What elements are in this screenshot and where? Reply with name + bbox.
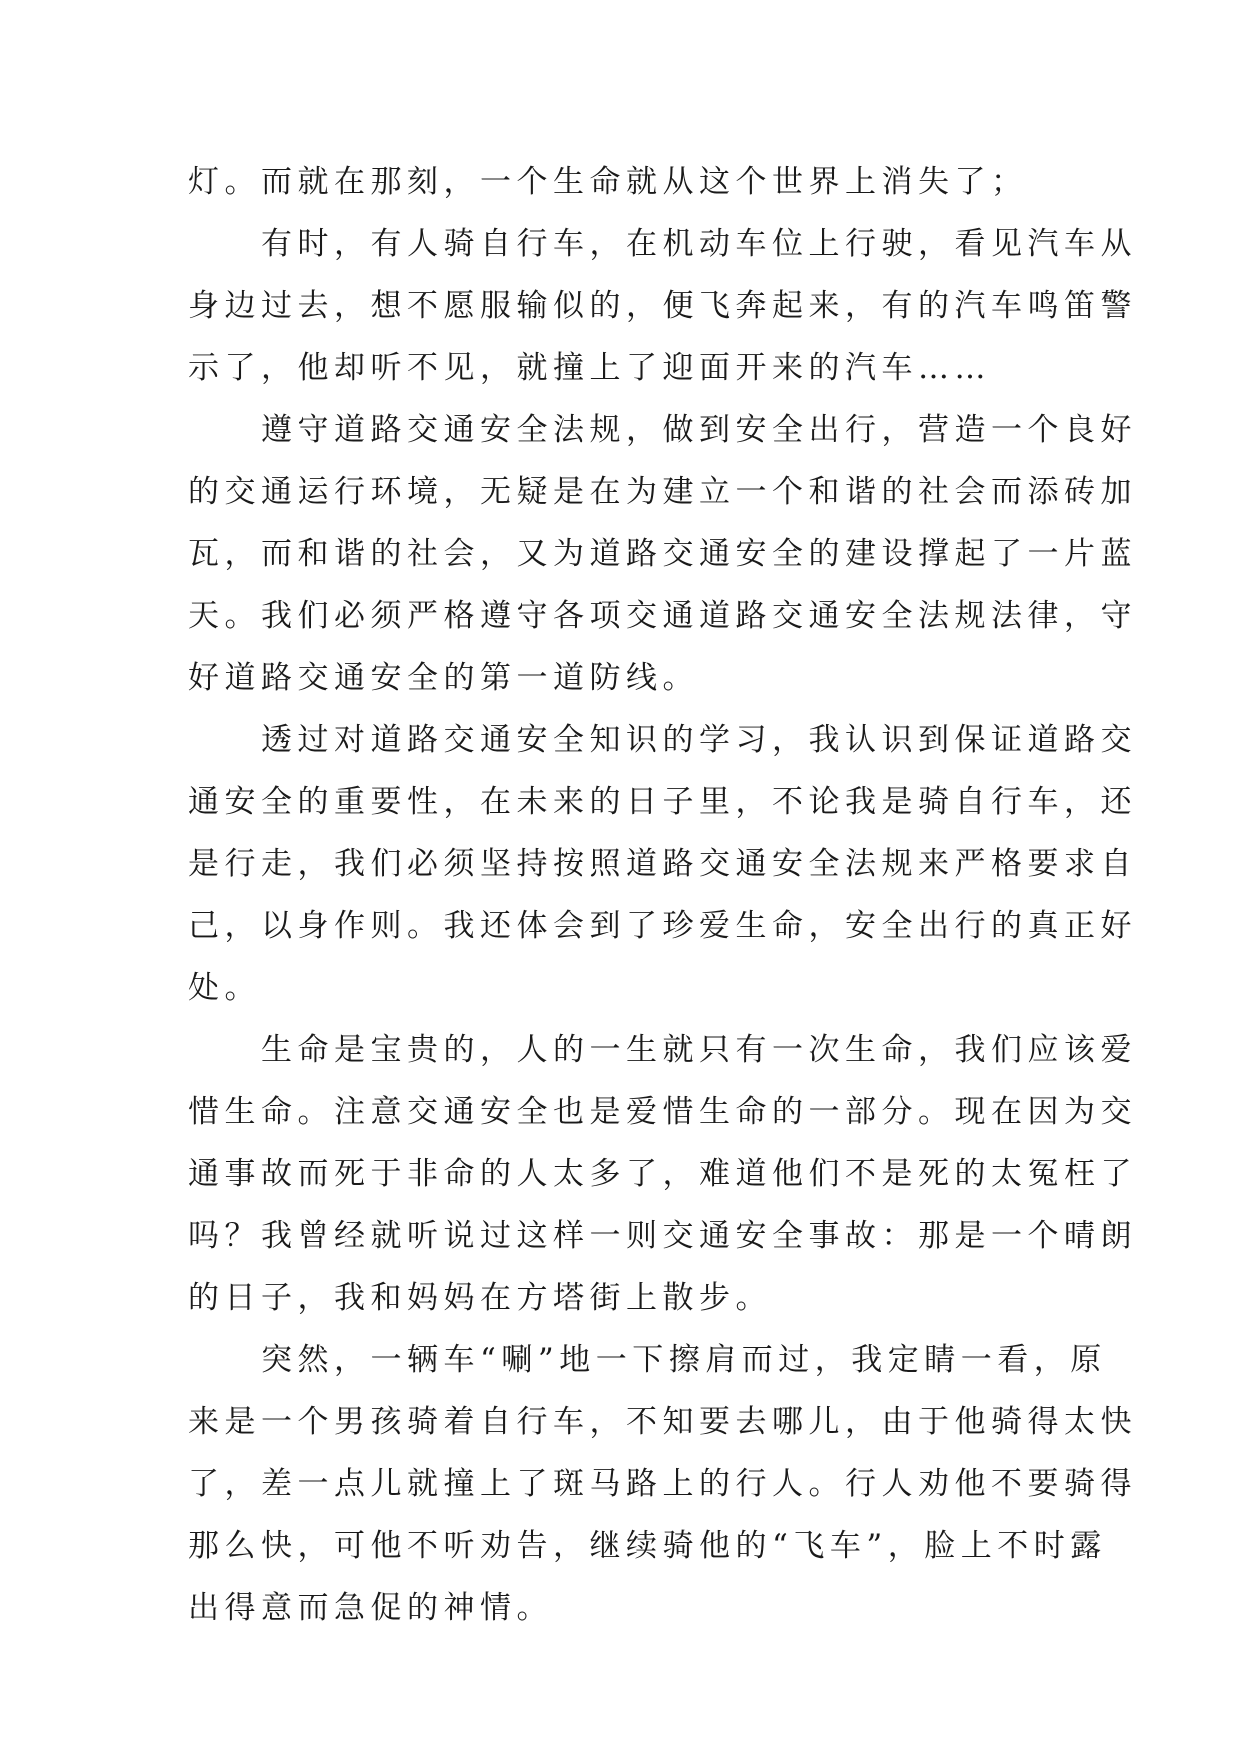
text-line: 吗？我曾经就听说过这样一则交通安全事故：那是一个晴朗	[188, 1218, 1137, 1254]
text-line: 生命是宝贵的，人的一生就只有一次生命，我们应该爱	[188, 1032, 1137, 1068]
paragraph	[188, 399, 1137, 709]
text-line: 通事故而死于非命的人太多了，难道他们不是死的太冤枉了	[188, 1156, 1137, 1192]
paragraph	[188, 709, 1137, 1019]
text-line: 那么快，可他不听劝告，继续骑他的“飞车”，脸上不时露	[188, 1528, 1107, 1564]
paragraph	[188, 213, 1137, 399]
paragraph	[188, 1329, 1137, 1639]
text-line: 惜生命。注意交通安全也是爱惜生命的一部分。现在因为交	[188, 1094, 1137, 1130]
text-line: 了，差一点儿就撞上了斑马路上的行人。行人劝他不要骑得	[188, 1466, 1137, 1502]
text-line: 好道路交通安全的第一道防线。	[188, 660, 699, 696]
text-line: 己，以身作则。我还体会到了珍爱生命，安全出行的真正好	[188, 908, 1137, 944]
text-line: 瓦，而和谐的社会，又为道路交通安全的建设撑起了一片蓝	[188, 536, 1137, 572]
text-line: 透过对道路交通安全知识的学习，我认识到保证道路交	[188, 722, 1137, 758]
text-line: 是行走，我们必须坚持按照道路交通安全法规来严格要求自	[188, 846, 1137, 882]
text-line: 身边过去，想不愿服输似的，便飞奔起来，有的汽车鸣笛警	[188, 288, 1137, 324]
text-line: 灯。而就在那刻，一个生命就从这个世界上消失了；	[188, 164, 1028, 200]
document-body	[188, 151, 1137, 1639]
text-line: 出得意而急促的神情。	[188, 1590, 553, 1626]
text-line: 通安全的重要性，在未来的日子里，不论我是骑自行车，还	[188, 784, 1137, 820]
text-line: 来是一个男孩骑着自行车，不知要去哪儿，由于他骑得太快	[188, 1404, 1137, 1440]
paragraph	[188, 1019, 1137, 1329]
text-line: 示了，他却听不见，就撞上了迎面开来的汽车……	[188, 350, 991, 386]
text-line: 的日子，我和妈妈在方塔街上散步。	[188, 1280, 772, 1316]
text-line: 处。	[188, 970, 261, 1006]
text-line: 突然，一辆车“唰”地一下擦肩而过，我定睛一看，原	[188, 1342, 1107, 1378]
text-line: 遵守道路交通安全法规，做到安全出行，营造一个良好	[188, 412, 1137, 448]
text-line: 的交通运行环境，无疑是在为建立一个和谐的社会而添砖加	[188, 474, 1137, 510]
text-line: 天。我们必须严格遵守各项交通道路交通安全法规法律，守	[188, 598, 1137, 634]
text-line: 有时，有人骑自行车，在机动车位上行驶，看见汽车从	[188, 226, 1137, 262]
paragraph	[188, 151, 1052, 213]
